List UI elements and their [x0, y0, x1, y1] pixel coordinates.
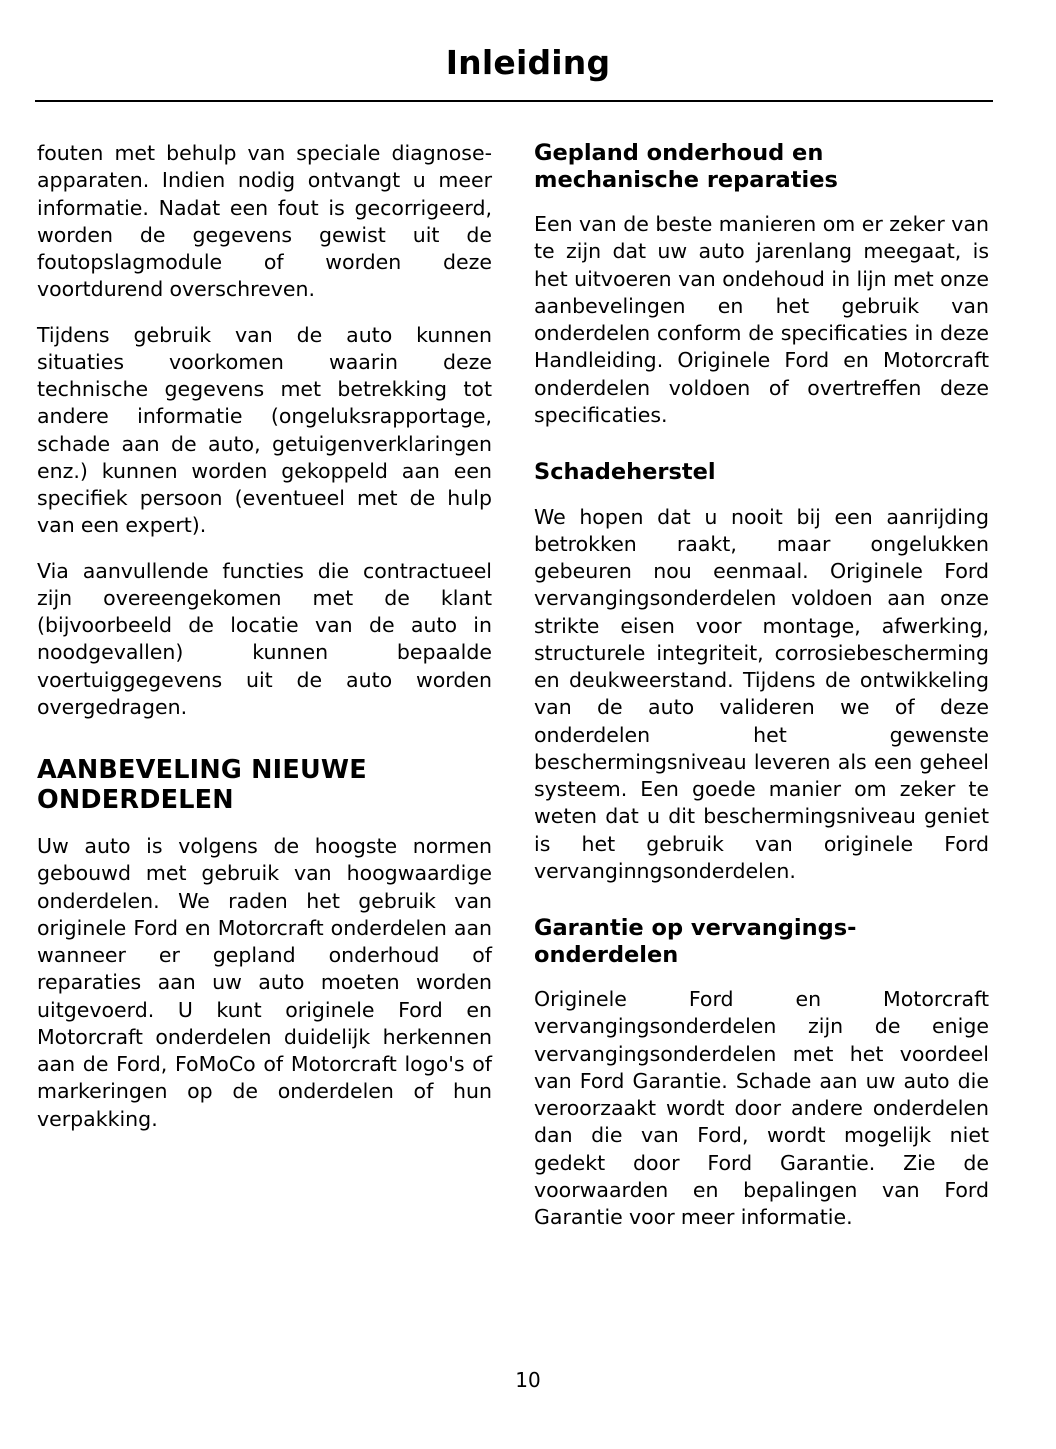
page-number: 10 [515, 1368, 541, 1392]
section-heading-aanbeveling-nieuwe-onderdelen: AANBEVELING NIEUWE ONDERDELEN [37, 755, 367, 816]
page-footer [0, 1368, 1056, 1392]
subsection-heading-garantie-vervangingsonderdelen: Garantie op vervangings- onderdelen [534, 915, 857, 968]
paragraph: Tijdens gebruik van de auto kunnen situaties voorkomen waarin deze technische gegevens met betrekking tot andere informatie (ongeluksrapportage, schade aan de auto, getuigenverklaringen enz.) kunnen worden gekoppeld aan een specifiek persoon (eventueel met de hulp van een expert). [37, 322, 492, 538]
paragraph: Via aanvullende functies die contractueel zijn overeengekomen met de klant (bijvoorbeeld de locatie van de auto in noodgevallen) kunnen bepaalde voertuiggegevens uit de auto worden overgedragen. [37, 558, 492, 719]
subsection-heading-gepland-onderhoud: Gepland onderhoud en mechanische reparaties [534, 140, 838, 193]
left-column [37, 140, 492, 1133]
paragraph: fouten met behulp van speciale diagnose-apparaten. Indien nodig ontvangt u meer informatie. Nadat een fout is gecorrigeerd, worden de gegevens gewist uit de foutopslagmodule of worden deze voortdurend overschreven. [37, 141, 492, 302]
paragraph: We hopen dat u nooit bij een aanrijding betrokken raakt, maar ongelukken gebeuren nou eenmaal. Originele Ford vervangingsonderdelen voldoen aan onze strikte eisen voor montage, afwerking, structurele integriteit, corrosiebescherming en deukweerstand. Tijdens de ontwikkeling van de auto valideren we of deze onderdelen het gewenste beschermingsniveau leveren als een geheel systeem. Een goede manier om zeker te weten dat u dit beschermingsniveau geniet is het gebruik van originele Ford vervanginngsonderdelen. [534, 504, 989, 883]
right-column [534, 140, 989, 1231]
page-title: Inleiding [445, 43, 611, 82]
paragraph: Uw auto is volgens de hoogste normen gebouwd met gebruik van hoogwaardige onderdelen. We raden het gebruik van originele Ford en Motorcraft onderdelen aan wanneer er gepland onderhoud of reparaties aan uw auto moeten worden uitgevoerd. U kunt originele Ford en Motorcraft onderdelen duidelijk herkennen aan de Ford, FoMoCo of Motorcraft logo's of markeringen op de onderdelen of hun verpakking. [37, 834, 492, 1131]
subsection-heading-schadeherstel: Schadeherstel [534, 459, 716, 486]
paragraph: Een van de beste manieren om er zeker van te zijn dat uw auto jarenlang meegaat, is het uitvoeren van ondehoud in lijn met onze aanbevelingen en het gebruik van onderdelen conform de specificaties in deze Handleiding. Originele Ford en Motorcraft onderdelen voldoen of overtreffen deze specificaties. [534, 212, 989, 427]
header-divider [35, 100, 993, 102]
content-columns [37, 140, 993, 1260]
page-header [35, 45, 1021, 81]
paragraph: Originele Ford en Motorcraft vervangingsonderdelen zijn de enige vervangingsonderdelen met het voordeel van Ford Garantie. Schade aan uw auto die veroorzaakt wordt door andere onderdelen dan die van Ford, wordt mogelijk niet gedekt door Ford Garantie. Zie de voorwaarden en bepalingen van Ford Garantie voor meer informatie. [534, 987, 989, 1230]
